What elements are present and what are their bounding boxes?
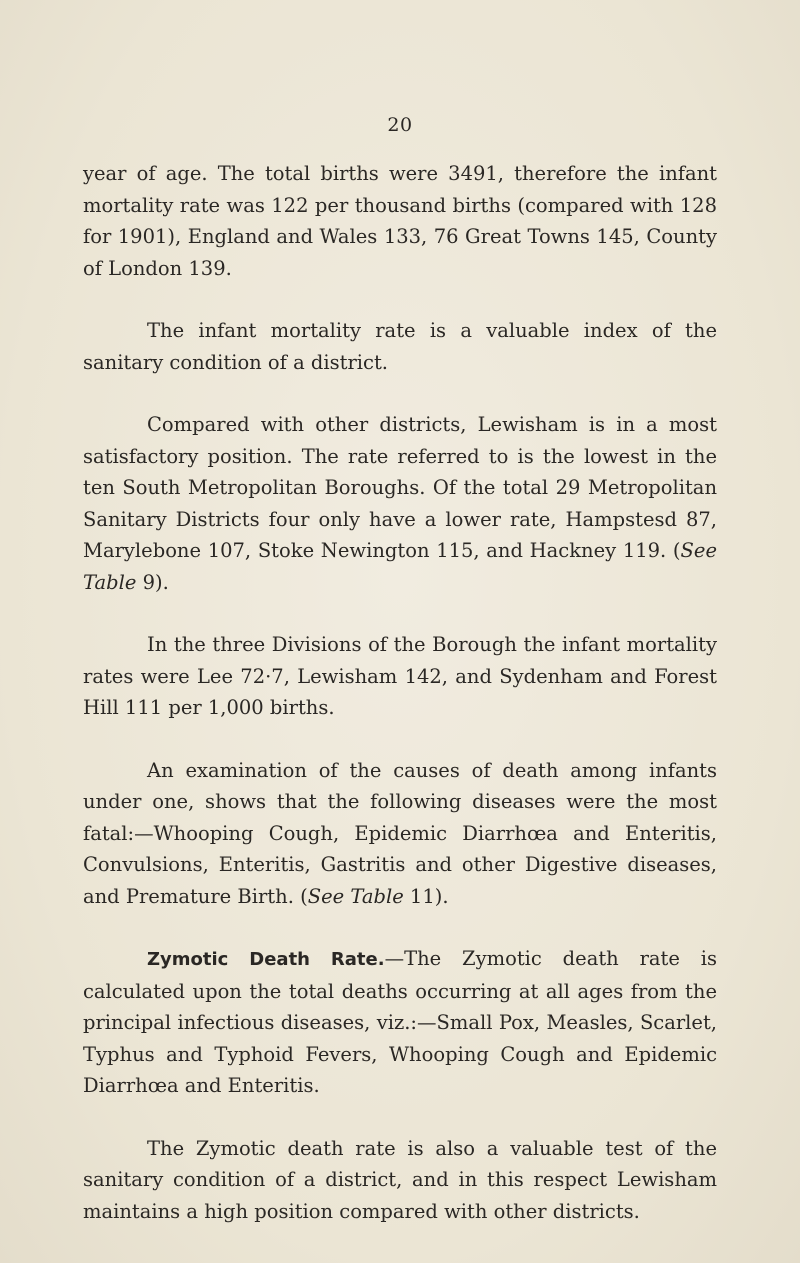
table-11-number: 11). — [403, 884, 449, 908]
paragraph-zymotic-death-rate — [83, 943, 717, 1102]
paragraph-causes-of-death — [83, 755, 717, 913]
zymotic-death-rate-text: —The Zymotic death rate is calculated upon the total deaths occurring at all ages from the principal infectious diseases, viz.:—Small Pox, Measles, Scarlet, Typhus and Typhoid Fevers, Whooping Cough and Epidemic Diarrhœa and Enteritis. — [83, 947, 717, 1097]
causes-of-death-text: An examination of the causes of death among infants under one, shows that the following diseases were the most fatal:—Whooping Cough, Epidemic Diarrhœa and Enteritis, Convulsions, Enteritis, Gastritis and other Digestive diseases, and Premature Birth. ( — [83, 758, 717, 908]
table-9-reference: See Table — [83, 539, 717, 594]
paragraph-borough-divisions: In the three Divisions of the Borough the infant mortality rates were Lee 72·7, Lewisham 142, and Sydenham and Forest Hill 111 per 1,000 births. — [83, 633, 717, 719]
paragraph-zymotic-test: The Zymotic death rate is also a valuable test of the sanitary condition of a district, and in this respect Lewisham maintains a high position compared with other districts. — [83, 1136, 717, 1223]
page-number: 20 — [387, 114, 413, 136]
paragraph-district-comparison — [83, 409, 717, 598]
paragraph-infant-mortality-rate: year of age. The total births were 3491, therefore the infant mortality rate was 122 per thousand births (compared with 128 for 1901), England and Wales 133, 76 Great Towns 145, County of London 139. — [83, 162, 717, 280]
district-comparison-text: Compared with other districts, Lewisham is in a most satisfactory position. The rate referred to is the lowest in the ten South Metropolitan Boroughs. Of the total 29 Metropolitan Sanitary Districts four only have a lower rate, Hampstesd 87, Marylebone 107, Stoke Newington 115, and Hackney 119. ( — [83, 413, 717, 562]
paragraph-valuable-index: The infant mortality rate is a valuable index of the sanitary condition of a district. — [83, 319, 717, 374]
body-text — [83, 158, 717, 1227]
table-9-number: 9). — [136, 570, 169, 594]
table-11-reference: See Table — [307, 884, 404, 908]
zymotic-death-rate-heading: Zymotic Death Rate. — [147, 949, 385, 970]
